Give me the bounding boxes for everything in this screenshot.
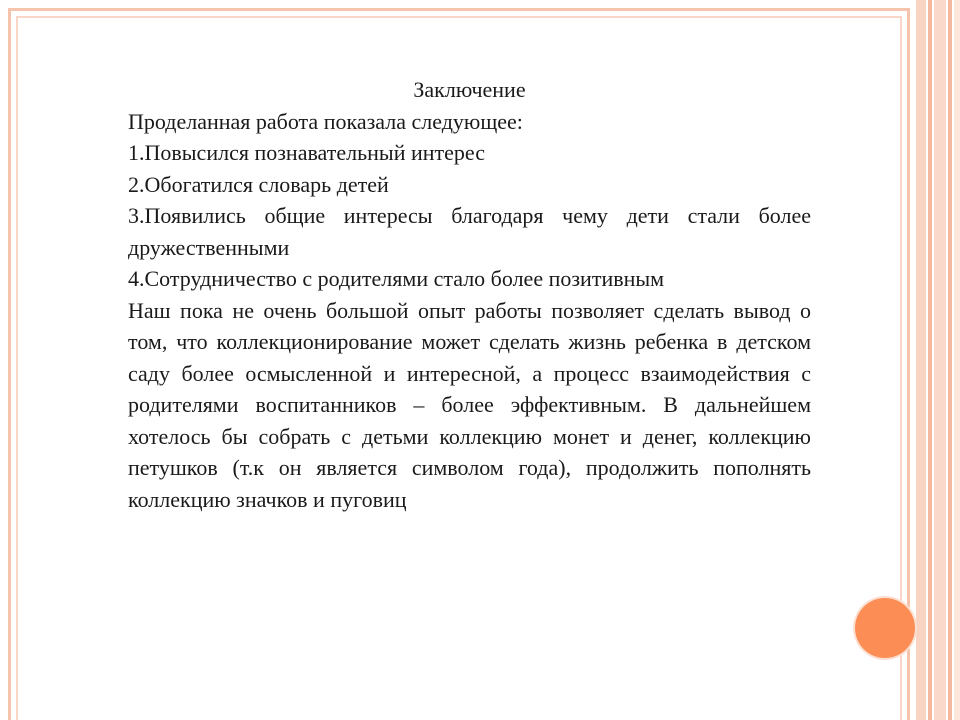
decorative-stripe [934, 0, 946, 720]
list-item: 4.Сотрудничество с родителями стало более позитивным [128, 266, 665, 291]
list-item: 1.Повысился познавательный интерес [128, 140, 485, 165]
intro-text: Проделанная работа показала следующее: [128, 108, 523, 134]
slide-content [128, 74, 811, 515]
list-item: 2.Обогатился словарь детей [128, 171, 389, 197]
conclusion-paragraph: Наш пока не очень большой опыт работы позволяет сделать вывод о том, что коллекционирование может сделать жизнь ребенка в детском саду более осмысленной и интересной, а процесс взаимодействия с родителями воспитанников – более эффективным. В дальнейшем хотелось бы собрать с детьми коллекцию монет и денег, коллекцию петушков (т.к он является символом года), продолжить пополнять коллекцию значков и пуговиц [128, 297, 811, 512]
list-item: 3.Появились общие интересы благодаря чему дети стали более дружественными [128, 203, 811, 260]
decorative-circle [855, 598, 915, 658]
decorative-stripe [928, 0, 932, 720]
decorative-stripe [954, 0, 960, 720]
decorative-stripe [916, 0, 926, 720]
decorative-stripe [948, 0, 952, 720]
slide-title: Заключение [413, 77, 526, 102]
